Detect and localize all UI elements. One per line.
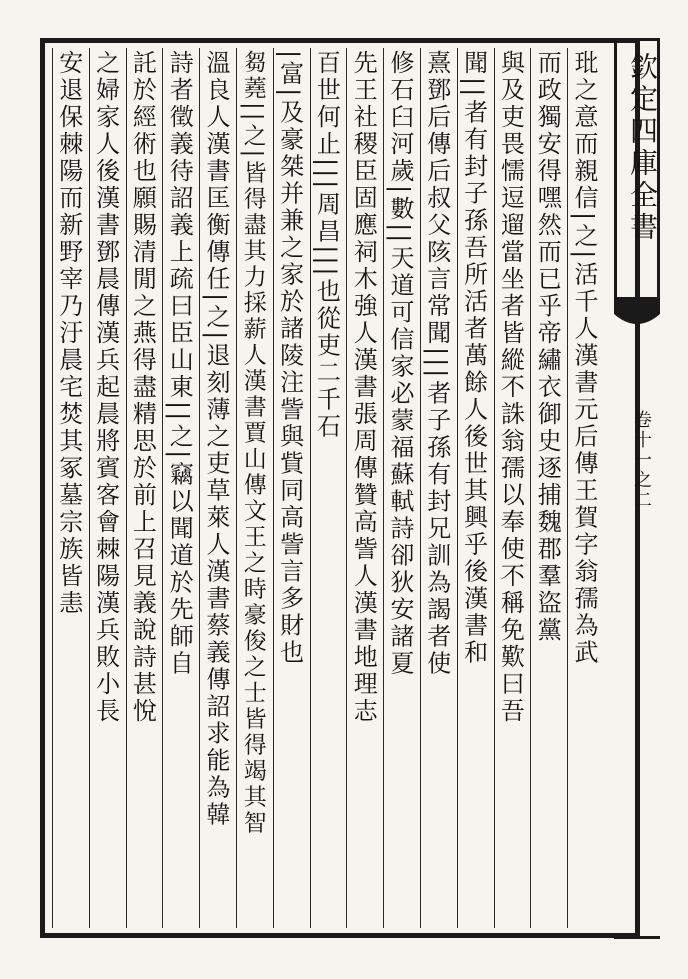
column-rule bbox=[420, 48, 421, 928]
collection-title: 欽定四庫全書 bbox=[626, 52, 659, 244]
text-column: 與及吏畏懦逗遛當坐者皆縱不誅翁孺以奉使不稱免歎曰吾 bbox=[496, 50, 525, 725]
juan-label: 卷十一之二 bbox=[631, 410, 652, 510]
column-rule bbox=[89, 48, 90, 928]
text-column: 玭之意而親信|之|活千人漢書元后傳王賀字翁孺為武 bbox=[569, 50, 598, 667]
text-column: 先王社稷臣固應祠木強人漢書張周傳贊高訾人漢書地理志 bbox=[349, 50, 378, 725]
text-column: 芻蕘||之|皆得盡其力採薪人漢書賈山傳文王之時豪俊之士皆得竭其智 bbox=[239, 50, 266, 837]
column-rule bbox=[530, 48, 531, 928]
column-rule bbox=[567, 48, 568, 928]
column-rule bbox=[457, 48, 458, 928]
column-rule bbox=[494, 48, 495, 928]
text-column: 修石臼河歲|數||天道可信家必蒙福蘇軾詩卻狄安諸夏 bbox=[385, 50, 414, 678]
column-rule bbox=[199, 48, 200, 928]
column-rule bbox=[52, 48, 53, 928]
column-rule bbox=[310, 48, 311, 928]
fishtail-mark bbox=[614, 300, 660, 334]
text-column: 詩者徵義待詔義上疏曰臣山東||之|竊以聞道於先師自 bbox=[165, 50, 194, 678]
text-column: 安退保棘陽而新野宰乃汙晨宅焚其冢墓宗族皆恚 bbox=[54, 50, 83, 617]
column-rule bbox=[273, 48, 274, 928]
text-column: 百世何止|||周昌|||也從吏二千石 bbox=[312, 50, 341, 441]
bottom-rule bbox=[614, 936, 660, 939]
column-rule bbox=[126, 48, 127, 928]
column-rule bbox=[346, 48, 347, 928]
column-rule bbox=[383, 48, 384, 928]
text-column: 而政獨安得嘿然而已乎帝繡衣御史逐捕魏郡羣盜黨 bbox=[533, 50, 562, 644]
text-column: 熹鄧后傳后叔父陔言常聞|||者子孫有封兄訓為謁者使 bbox=[422, 50, 451, 678]
column-rule bbox=[162, 48, 163, 928]
text-column: 之婦家人後漢書鄧晨傳漢兵起晨將賓客會棘陽漢兵敗小長 bbox=[91, 50, 120, 725]
text-column: 溫良人漢書匡衡傳任|之|退刻薄之吏草萊人漢書蔡義傳詔求能為韓 bbox=[201, 50, 230, 829]
text-column: 託於經術也願賜清閒之燕得盡精思於前上召見義說詩甚悅 bbox=[128, 50, 157, 725]
text-column: |富|及豪桀并兼之家於諸陵注訾與貲同高訾言多財也 bbox=[275, 50, 304, 667]
column-rule bbox=[236, 48, 237, 928]
text-column: 聞||者有封子孫吾所活者萬餘人後世其興乎後漢書和 bbox=[459, 50, 488, 667]
